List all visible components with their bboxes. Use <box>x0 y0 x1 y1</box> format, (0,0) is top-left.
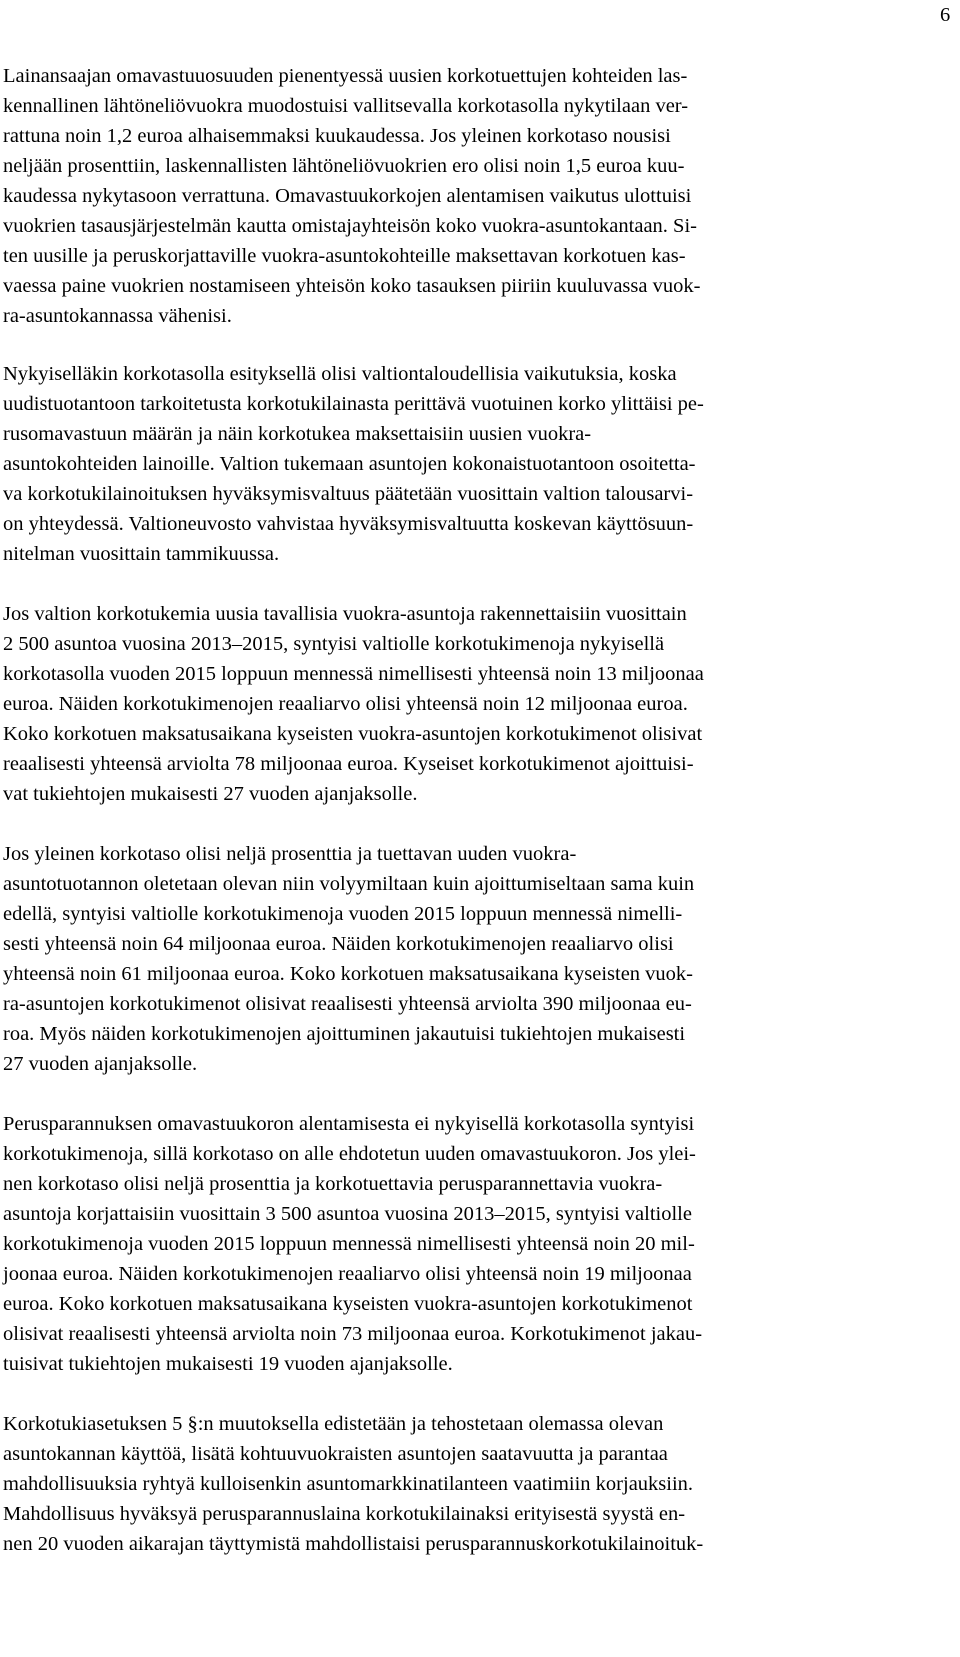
text-line: korkotasolla vuoden 2015 loppuun mennessä nimellisesti yhteensä noin 13 miljoonaa <box>3 663 704 685</box>
text-line: Korkotukiasetuksen 5 §:n muutoksella edistetään ja tehostetaan olemassa olevan <box>3 1413 664 1435</box>
text-line: neljään prosenttiin, laskennallisten lähtöneliövuokrien ero olisi noin 1,5 euroa kuu- <box>3 155 685 177</box>
text-line: Jos yleinen korkotaso olisi neljä prosenttia ja tuettavan uuden vuokra- <box>3 843 577 865</box>
text-line: joonaa euroa. Näiden korkotukimenojen reaaliarvo olisi yhteensä noin 19 miljoonaa <box>3 1263 692 1285</box>
text-line: reaalisesti yhteensä arviolta 78 miljoonaa euroa. Kyseiset korkotukimenot ajoittuisi- <box>3 753 694 775</box>
text-line: euroa. Näiden korkotukimenojen reaaliarvo olisi yhteensä noin 12 miljoonaa euroa. <box>3 693 688 715</box>
text-line: asuntokannan käyttöä, lisätä kohtuuvuokraisten asuntojen saatavuutta ja parantaa <box>3 1443 668 1465</box>
text-line: asuntoja korjattaisiin vuosittain 3 500 asuntoa vuosina 2013–2015, syntyisi valtiolle <box>3 1203 692 1225</box>
text-line: vat tukiehtojen mukaisesti 27 vuoden ajanjaksolle. <box>3 783 418 805</box>
text-line: ten uusille ja peruskorjattaville vuokra-asuntokohteille maksettavan korkotuen kas- <box>3 245 686 267</box>
text-line: mahdollisuuksia ryhtyä kulloisenkin asuntomarkkinatilanteen vaatimiin korjauksiin. <box>3 1473 694 1495</box>
page-number: 6 <box>940 4 951 26</box>
text-line: tuisivat tukiehtojen mukaisesti 19 vuoden ajanjaksolle. <box>3 1353 453 1375</box>
text-line: kennallinen lähtöneliövuokra muodostuisi vallitsevalla korkotasolla nykytilaan ver- <box>3 95 689 117</box>
text-line: Jos valtion korkotukemia uusia tavallisia vuokra-asuntoja rakennettaisiin vuosittain <box>3 603 687 625</box>
text-line: Mahdollisuus hyväksyä perusparannuslaina korkotukilainaksi erityisestä syystä en- <box>3 1503 686 1525</box>
text-line: on yhteydessä. Valtioneuvosto vahvistaa hyväksymisvaltuutta koskevan käyttösuun- <box>3 513 694 535</box>
text-line: nen korkotaso olisi neljä prosenttia ja korkotuettavia perusparannettavia vuokra- <box>3 1173 663 1195</box>
text-line: korkotukimenoja, sillä korkotaso on alle ehdotetun uuden omavastuukoron. Jos ylei- <box>3 1143 696 1165</box>
text-line: olisivat reaalisesti yhteensä arviolta noin 73 miljoonaa euroa. Korkotukimenot jakau- <box>3 1323 703 1345</box>
text-line: Koko korkotuen maksatusaikana kyseisten vuokra-asuntojen korkotukimenot olisivat <box>3 723 703 745</box>
text-line: rattuna noin 1,2 euroa alhaisemmaksi kuukaudessa. Jos yleinen korkotaso nousisi <box>3 125 671 147</box>
text-line: 27 vuoden ajanjaksolle. <box>3 1053 198 1075</box>
text-line: Perusparannuksen omavastuukoron alentamisesta ei nykyisellä korkotasolla syntyisi <box>3 1113 695 1135</box>
text-line: ra-asuntojen korkotukimenot olisivat reaalisesti yhteensä arviolta 390 miljoonaa eu- <box>3 993 692 1015</box>
text-line: korkotukimenoja vuoden 2015 loppuun mennessä nimellisesti yhteensä noin 20 mil- <box>3 1233 695 1255</box>
text-line: rusomavastuun määrän ja näin korkotukea maksettaisiin uusien vuokra- <box>3 423 592 445</box>
text-line: sesti yhteensä noin 64 miljoonaa euroa. Näiden korkotukimenojen reaaliarvo olisi <box>3 933 674 955</box>
text-line: uudistuotantoon tarkoitetusta korkotukilainasta perittävä vuotuinen korko ylittäisi pe- <box>3 393 704 415</box>
text-line: nen 20 vuoden aikarajan täyttymistä mahdollistaisi perusparannuskorkotukilainoituk- <box>3 1533 704 1555</box>
text-line: asuntotuotannon oletetaan olevan niin volyymiltaan kuin ajoittumiseltaan sama kuin <box>3 873 695 895</box>
text-line: asuntokohteiden lainoille. Valtion tukemaan asuntojen kokonaistuotantoon osoitetta- <box>3 453 696 475</box>
text-line: va korkotukilainoituksen hyväksymisvaltuus päätetään vuosittain valtion talousarvi- <box>3 483 694 505</box>
text-line: ra-asuntokannassa vähenisi. <box>3 305 232 327</box>
text-line: edellä, syntyisi valtiolle korkotukimenoja vuoden 2015 loppuun mennessä nimelli- <box>3 903 683 925</box>
text-line: nitelman vuosittain tammikuussa. <box>3 543 280 565</box>
text-line: vuokrien tasausjärjestelmän kautta omistajayhteisön koko vuokra-asuntokantaan. Si- <box>3 215 697 237</box>
text-line: 2 500 asuntoa vuosina 2013–2015, syntyisi valtiolle korkotukimenoja nykyisellä <box>3 633 665 655</box>
text-line: roa. Myös näiden korkotukimenojen ajoittuminen jakautuisi tukiehtojen mukaisesti <box>3 1023 686 1045</box>
text-line: Nykyiselläkin korkotasolla esityksellä olisi valtiontaloudellisia vaikutuksia, koska <box>3 363 677 385</box>
text-line: kaudessa nykytasoon verrattuna. Omavastuukorkojen alentamisen vaikutus ulottuisi <box>3 185 692 207</box>
text-line: yhteensä noin 61 miljoonaa euroa. Koko korkotuen maksatusaikana kyseisten vuok- <box>3 963 694 985</box>
text-line: vaessa paine vuokrien nostamiseen yhteisön koko tasauksen piiriin kuuluvassa vuok- <box>3 275 701 297</box>
text-line: Lainansaajan omavastuuosuuden pienentyessä uusien korkotuettujen kohteiden las- <box>3 65 688 87</box>
text-line: euroa. Koko korkotuen maksatusaikana kyseisten vuokra-asuntojen korkotukimenot <box>3 1293 693 1315</box>
